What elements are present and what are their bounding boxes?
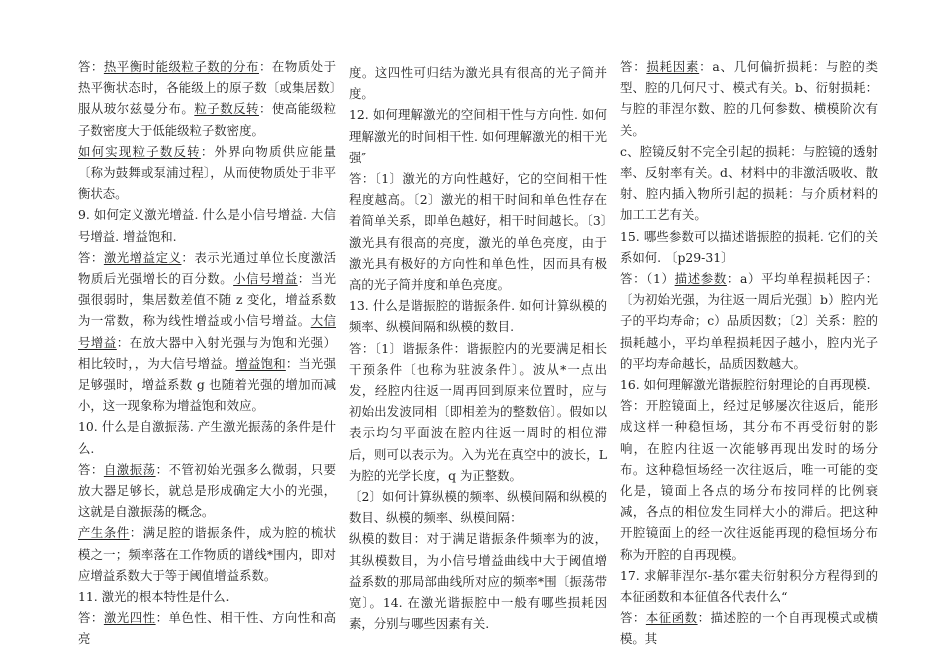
text-run: 答： xyxy=(620,59,647,74)
text-run: 〔2〕如何计算纵模的频率、纵模间隔和纵模的数目、纵模的频率、纵模间隔： xyxy=(349,489,607,526)
paragraph xyxy=(78,204,336,246)
paragraph xyxy=(349,168,607,295)
text-run: 15. 哪些参数可以描述谐振腔的损耗. 它们的关系如何. 〔p29-31〕 xyxy=(620,228,878,265)
underlined-term: 小信号增益 xyxy=(233,271,298,287)
paragraph xyxy=(78,522,336,586)
text-run: 11. 激光的根本特性是什么. xyxy=(78,589,230,605)
text-run: 答： xyxy=(78,59,104,74)
paragraph xyxy=(620,268,878,374)
underlined-term: 粒子数反转 xyxy=(194,101,259,117)
text-run: ：单色性、相干性、方向性和高亮 xyxy=(78,610,337,647)
paragraph xyxy=(349,338,607,486)
text-run: ：当光强足够强时，增益系数 g 也随着光强的增加而减小，这一现象称为增益饱和效应。 xyxy=(78,355,336,414)
text-run: 答： xyxy=(78,461,104,477)
underlined-term: 大信号增益 xyxy=(78,313,337,350)
underlined-term: 自激振荡 xyxy=(103,461,156,477)
text-run: 10. 什么是自激振荡. 产生激光振荡的条件是什么. xyxy=(78,419,336,456)
paragraph xyxy=(349,528,607,634)
paragraph xyxy=(620,565,878,607)
underlined-term: 本征函数 xyxy=(645,610,698,626)
underlined-term: 激光四性 xyxy=(103,610,156,626)
paragraph xyxy=(620,141,878,226)
text-run: 纵模的数目：对于满足谐振条件频率为的波，其纵模数目，为小信号增益曲线中大于阈值增益系数的那局部曲线所对应的频率*围〔振荡带宽〕。14. 在激光谐振腔中一般有哪些损耗因素，分别与哪些因素有关. xyxy=(349,531,607,632)
text-run: 答： xyxy=(78,610,104,626)
text-run: ：在物质处于热平衡状态时，各能级上的原子数〔或集居数〕服从玻尔兹曼分布。 xyxy=(78,59,337,117)
paragraph xyxy=(620,226,878,268)
column-right xyxy=(620,56,878,650)
text-run: ：外界向物质供应能量〔称为鼓舞或泵浦过程〕，从而使物质处于非平衡状态。 xyxy=(78,143,337,202)
text-run: 13. 什么是谐振腔的谐振条件. 如何计算纵模的频率、纵模间隔和纵模的数目. xyxy=(349,298,607,335)
paragraph xyxy=(78,416,336,458)
text-run: ：a）平均单程损耗因子：〔为初始光强，为往返一周后光强〕b）腔内光子的平均寿命；c）品质因数；〔2〕关系：腔的损耗越小，平均单程损耗因子越小，腔内光子的平均寿命越长，品质因数越大。 xyxy=(620,271,878,371)
text-run: ：描述腔的一个自再现模式或横模。其 xyxy=(620,610,879,647)
underlined-term: 产生条件 xyxy=(78,525,130,541)
paragraph xyxy=(78,607,336,649)
text-run: 答：开腔镜面上，经过足够屡次往返后，能形成这样一种稳恒场，其分布不再受衍射的影响，在腔内往返一次能够再现出发时的场分布。这种稳恒场经一次往返后，唯一可能的变化是，镜面上各点的场分布按同样的比例衰减，各点的相位发生同样大小的滞后。把这种开腔镜面上的经一次往返能再现的稳恒场分布称为开腔的自再现模。 xyxy=(620,398,878,562)
paragraph xyxy=(349,295,607,337)
underlined-term: 热平衡时能级粒子数的分布 xyxy=(103,59,259,74)
text-run: ：表示光通过单位长度激活物质后光强增长的百分数。 xyxy=(78,249,337,287)
column-left xyxy=(78,56,336,650)
paragraph xyxy=(620,56,878,141)
text-run: ：不管初始光强多么微弱，只要放大器足够长，就总是形成确定大小的光强，这就是自激振荡的概念。 xyxy=(78,461,337,520)
paragraph xyxy=(620,395,878,565)
underlined-term: 如何实现粒子数反转 xyxy=(78,143,201,159)
text-run: 答：（1） xyxy=(620,271,675,287)
underlined-term: 激光增益定义 xyxy=(103,249,182,265)
text-run: c、腔镜反射不完全引起的损耗：与腔镜的透射率、反射率有关。d、材料中的非激活吸收、散射、腔内插入物所引起的损耗：与介质材料的加工工艺有关。 xyxy=(620,143,878,223)
paragraph xyxy=(349,486,607,528)
paragraph xyxy=(78,586,336,607)
paragraph xyxy=(620,607,878,649)
text-run: 12. 如何理解激光的空间相干性与方向性. 如何理解激光的时间相干性. 如何理解激光的相干光强″ xyxy=(349,107,607,165)
text-run: 16. 如何理解激光谐振腔衍射理论的自再现模. xyxy=(620,377,871,393)
text-run: 度。这四性可归结为激光具有很高的光子简并度。 xyxy=(349,65,607,102)
text-run: 答：〔1〕激光的方向性越好，它的空间相干性程度越高。〔2〕激光的相干时间和单色性存在着简单关系，即单色越好，相干时间越长。〔3〕激光具有很高的亮度，激光的单色亮度，由于激光具有极好的方向性和单色性，因而具有极高的光子简并度和单色亮度。 xyxy=(349,171,607,293)
underlined-term: 描述参数 xyxy=(674,271,727,287)
text-run: ：满足腔的谐振条件，成为腔的梳状模之一；频率落在工作物质的谱线*围内，即对应增益系数大于等于阈值增益系数。 xyxy=(78,525,337,583)
text-run: ：使高能级粒子数密度大于低能级粒子数密度。 xyxy=(78,101,337,138)
paragraph xyxy=(620,374,878,395)
paragraph xyxy=(349,104,607,168)
paragraph xyxy=(349,62,607,104)
text-run: ：当光强很弱时，集居数差值不随 z 变化，增益系数为一常数，称为线性增益或小信号增益。 xyxy=(78,271,337,329)
underlined-term: 增益饱和 xyxy=(235,355,286,371)
text-run: 9. 如何定义激光增益. 什么是小信号增益. 大信号增益. 增益饱和. xyxy=(78,207,336,244)
text-run: 答： xyxy=(78,249,104,265)
text-run: ：a、几何偏折损耗：与腔的类型、腔的几何尺寸、模式有关。b、衍射损耗：与腔的菲涅尔数、腔的几何参数、横模阶次有关。 xyxy=(620,59,879,138)
text-run: 答： xyxy=(620,610,646,626)
text-run: 答：〔1〕谐振条件：谐振腔内的光要满足相长干预条件〔也称为驻波条件〕。波从*一点出发，经腔内往返一周再回到原来位置时，应与初始出发波同相〔即相差为的整数倍〕。假如以表示均匀平面波在腔内往返一周时的相位滞后，则可以表示为。入为光在真空中的波长，L 为腔的光学长度，q 为正整数。 xyxy=(349,340,607,483)
text-run: 17. 求解菲涅尔-基尔霍夫衍射积分方程得到的本征函数和本征值各代表什么“ xyxy=(620,567,878,605)
paragraph xyxy=(78,141,336,205)
paragraph xyxy=(78,459,336,523)
text-run: ：在放大器中入射光强与为饱和光强）相比较时，，为大信号增益。 xyxy=(78,334,337,371)
paragraph xyxy=(78,247,336,417)
column-middle xyxy=(349,62,607,634)
paragraph xyxy=(78,56,336,141)
underlined-term: 损耗因素 xyxy=(646,59,700,74)
